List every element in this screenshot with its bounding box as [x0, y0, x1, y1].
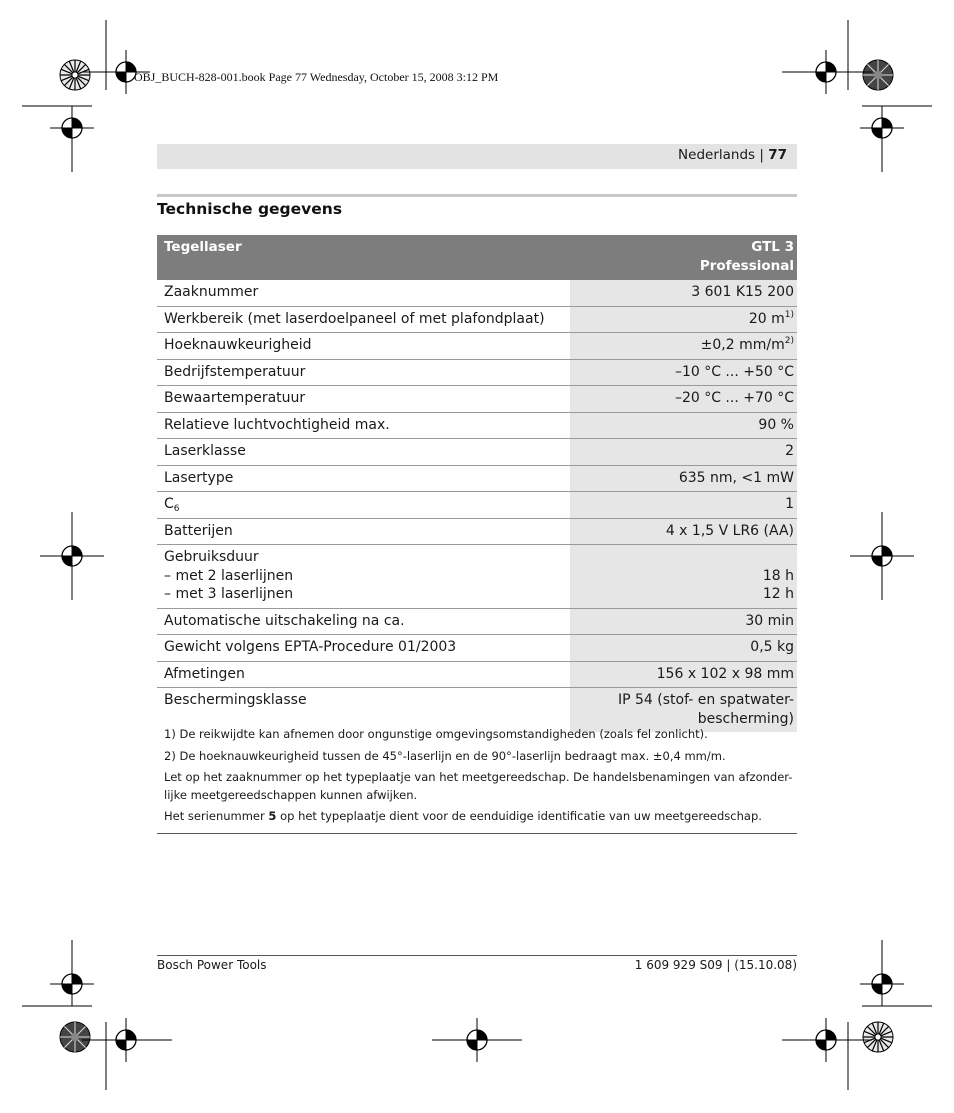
page-number: 77 [768, 147, 787, 163]
table-row [157, 518, 797, 545]
row-value: 0,5 kg [570, 635, 797, 662]
note-ref-number: 5 [268, 809, 277, 823]
spacer-line [577, 548, 794, 567]
notes-divider [157, 833, 797, 834]
sub-value: 12 h [762, 586, 794, 602]
running-header [157, 144, 797, 169]
row-value: –10 °C ... +50 °C [570, 359, 797, 386]
row-value [570, 333, 797, 360]
model-name: GTL 3 [751, 239, 794, 255]
label-subscript: 6 [173, 504, 180, 514]
row-value [570, 545, 797, 609]
row-label: Werkbereik (met laserdoelpaneel of met plafondplaat) [157, 306, 570, 333]
value-text: IP 54 (stof- en spatwater- [618, 692, 794, 708]
note-text: op het typeplaatje dient voor de eenduidige identificatie van uw meetgereedschap. [276, 809, 762, 823]
footer-publisher: Bosch Power Tools [157, 958, 267, 972]
row-value: 156 x 102 x 98 mm [570, 661, 797, 688]
value-text: ±0,2 mm/m [700, 337, 785, 353]
header-separator: | [755, 147, 769, 163]
note-serial-number [164, 808, 797, 826]
sub-label: – met 2 laserlijnen [164, 567, 294, 584]
row-value: 30 min [570, 608, 797, 635]
row-value [570, 306, 797, 333]
footnote-2: 2) De hoeknauwkeurigheid tussen de 45°-laserlijn en de 90°-laserlijn bedraagt max. ±0,4 mm/m. [164, 748, 726, 763]
header-language: Nederlands [678, 147, 756, 163]
row-value: 635 nm, <1 mW [570, 465, 797, 492]
table-row [157, 635, 797, 662]
row-label: Afmetingen [157, 661, 570, 688]
model-line: Professional [699, 258, 794, 274]
table-head-right [570, 235, 797, 280]
row-label [157, 545, 570, 609]
table-row [157, 465, 797, 492]
note-text: Het serienummer [164, 809, 269, 823]
row-value: 90 % [570, 412, 797, 439]
print-info: OBJ_BUCH-828-001.book Page 77 Wednesday, October 15, 2008 3:12 PM [134, 70, 499, 84]
row-value: –20 °C ... +70 °C [570, 386, 797, 413]
table-head-left: Tegellaser [157, 235, 570, 280]
sub-label: – met 3 laserlijnen [164, 586, 294, 602]
footnote-1: 1) De reikwijdte kan afnemen door ongunstige omgevingsomstandigheden (zoals fel zonlicht). [164, 727, 708, 741]
row-label: Relatieve luchtvochtigheid max. [157, 412, 570, 439]
label-text: C [164, 496, 174, 512]
row-value: 1 [570, 492, 797, 519]
value-text: bescherming) [697, 710, 794, 727]
row-value: 4 x 1,5 V LR6 (AA) [570, 518, 797, 545]
table-row [157, 306, 797, 333]
row-label: Bewaartemperatuur [157, 386, 570, 413]
spec-table [157, 235, 797, 732]
footnote-ref: 2) [784, 336, 794, 346]
table-row [157, 492, 797, 519]
value-text: 20 m [748, 310, 785, 327]
label-text: Gebruiksduur [164, 549, 259, 565]
row-label [157, 492, 570, 519]
row-label: Beschermingsklasse [164, 692, 307, 708]
table-row [157, 545, 797, 609]
row-label: Laserklasse [157, 439, 570, 466]
table-row [157, 333, 797, 360]
row-label: Lasertype [157, 465, 570, 492]
table-row [157, 412, 797, 439]
row-label: Gewicht volgens EPTA-Procedure 01/2003 [157, 635, 570, 662]
table-row [157, 439, 797, 466]
header-text [678, 147, 787, 163]
table-header-row [157, 235, 797, 280]
footer-divider [157, 955, 797, 956]
row-value: 3 601 K15 200 [570, 280, 797, 306]
table-row [157, 386, 797, 413]
footnote-ref: 1) [784, 309, 794, 320]
footer-doc-id: 1 609 929 S09 | (15.10.08) [634, 958, 797, 972]
section-rule [157, 194, 797, 197]
table-row [157, 608, 797, 635]
row-label: Hoeknauwkeurigheid [157, 333, 570, 360]
row-label: Automatische uitschakeling na ca. [157, 608, 570, 635]
table-row [157, 280, 797, 306]
note-article-number: Let op het zaaknummer op het typeplaatje van het meetgereedschap. De handelsbenamingen van afzonder-lijke meetgereedschappen kunnen afwijken. [164, 770, 793, 802]
sub-value: 18 h [762, 567, 794, 584]
table-row [157, 661, 797, 688]
footnotes [157, 726, 797, 830]
row-label: Bedrijfstemperatuur [157, 359, 570, 386]
row-label: Zaaknummer [157, 280, 570, 306]
section-title: Technische gegevens [157, 200, 343, 218]
table-row [157, 359, 797, 386]
row-value: 2 [570, 439, 797, 466]
row-label: Batterijen [157, 518, 570, 545]
